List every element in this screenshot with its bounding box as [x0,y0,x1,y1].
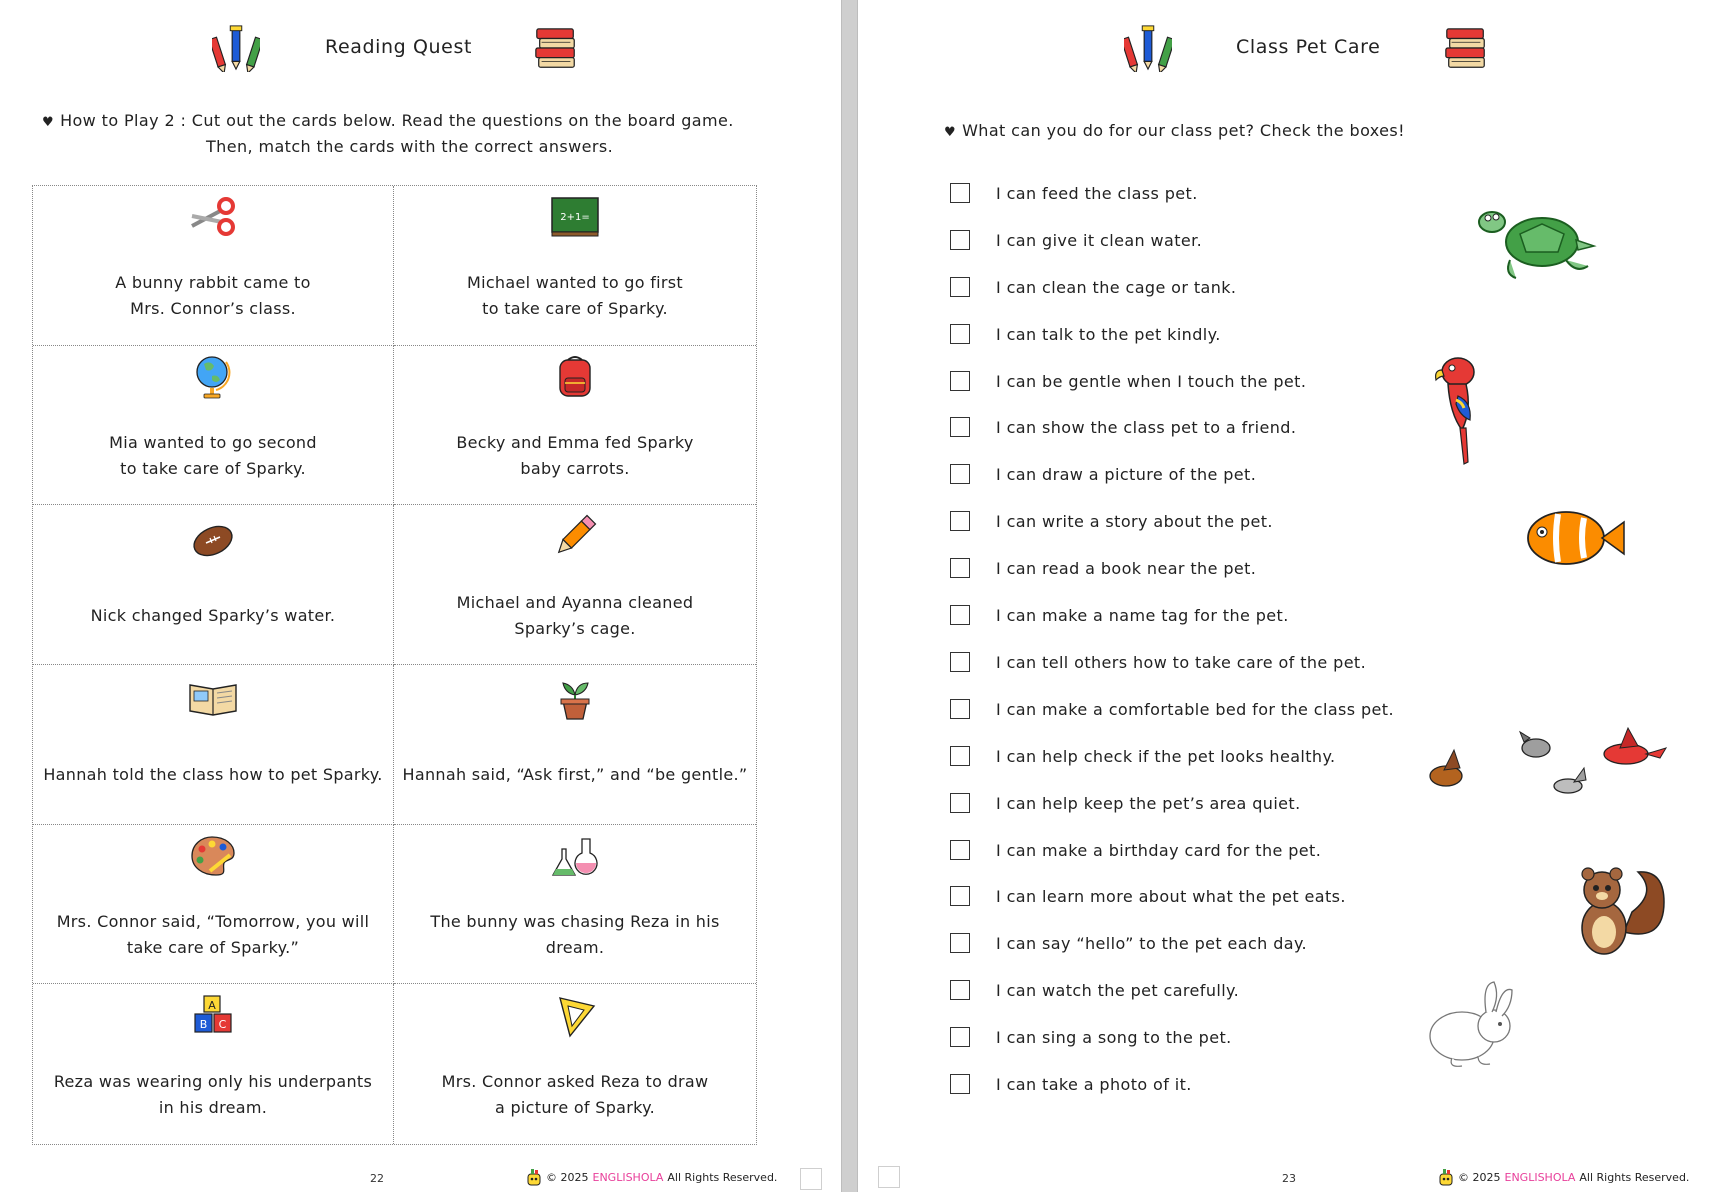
pencils-icon [1124,22,1172,72]
card-text: A bunny rabbit came to Mrs. Connor’s class. [115,273,311,319]
copyright-footer: © 2025 ENGLISHOLA All Rights Reserved. [526,1168,777,1186]
pencil-icon [548,511,602,561]
cut-out-card-grid [32,185,757,1145]
checklist-item: I can write a story about the pet. [950,508,1273,534]
checkbox[interactable] [950,417,970,437]
birds-icon [1424,724,1670,804]
checklist-item: I can feed the class pet. [950,180,1198,206]
svg-text:B: B [199,1018,208,1032]
paint-palette-icon [186,831,240,881]
card [33,186,394,346]
checkbox[interactable] [950,933,970,953]
checkbox[interactable] [950,699,970,719]
card-text: Becky and Emma fed Sparky baby carrots. [456,432,694,478]
plant-pot-icon [548,671,602,721]
card [394,984,756,1144]
instruction-line-1: ♥ How to Play 2 : Cut out the cards below. Read the questions on the board game. [42,111,734,130]
checkbox[interactable] [950,1027,970,1047]
lab-flasks-icon [548,831,602,881]
checkbox[interactable] [950,840,970,860]
chipmunk-icon [1564,862,1670,960]
abc-blocks-icon [186,990,240,1040]
globe-icon [186,352,240,402]
card [33,665,394,825]
svg-text:A: A [208,999,216,1013]
chalkboard-icon [548,192,602,242]
rabbit-outline-icon [1422,980,1518,1070]
checklist-item: I can learn more about what the pet eats. [950,883,1346,909]
checklist-item: I can make a birthday card for the pet. [950,837,1321,863]
checkbox[interactable] [950,230,970,250]
checkbox[interactable] [950,464,970,484]
checkbox[interactable] [950,1074,970,1094]
checkbox[interactable] [950,371,970,391]
checkbox[interactable] [950,886,970,906]
checklist-item: I can watch the pet carefully. [950,977,1239,1003]
books-icon [1442,24,1490,74]
clownfish-icon [1518,502,1628,574]
crop-mark [800,1168,822,1190]
checklist-item: I can read a book near the pet. [950,555,1256,581]
checkbox[interactable] [950,652,970,672]
checklist-item: I can give it clean water. [950,227,1202,253]
checklist-item: I can tell others how to take care of the pet. [950,649,1366,675]
mascot-logo-icon [1438,1168,1454,1186]
page-number: 23 [1282,1172,1296,1185]
card-text: Mrs. Connor asked Reza to draw a picture of Sparky. [441,1072,709,1118]
svg-text:C: C [218,1018,227,1032]
checkbox[interactable] [950,746,970,766]
checklist-item: I can help keep the pet’s area quiet. [950,790,1301,816]
checklist-item: I can be gentle when I touch the pet. [950,368,1306,394]
card-text: Michael and Ayanna cleaned Sparky’s cage. [456,592,694,638]
checkbox[interactable] [950,511,970,531]
card-text: Michael wanted to go first to take care of Sparky. [466,273,683,319]
checkbox[interactable] [950,793,970,813]
pencils-icon [212,22,260,72]
heart-icon: ♥ [944,125,957,140]
checklist-item: I can make a name tag for the pet. [950,602,1289,628]
page-number: 22 [370,1172,384,1185]
left-page [0,0,841,1192]
instruction-line-2: Then, match the cards with the correct answers. [206,137,614,156]
card-text: Reza was wearing only his underpants in his dream. [53,1072,373,1118]
right-page [858,0,1717,1192]
backpack-icon [548,352,602,402]
instruction: ♥ What can you do for our class pet? Check the boxes! [944,121,1405,140]
card-text: Hannah said, “Ask first,” and “be gentle.” [402,765,748,785]
crop-mark [878,1166,900,1188]
checkbox[interactable] [950,980,970,1000]
checklist-item: I can make a comfortable bed for the class pet. [950,696,1394,722]
card [33,505,394,665]
turtle-icon [1470,200,1600,286]
checkbox[interactable] [950,324,970,344]
page-title: Class Pet Care [1236,36,1381,58]
card-text: Hannah told the class how to pet Sparky. [43,765,383,785]
card [394,186,756,346]
open-book-icon [186,671,240,721]
card-text: Mrs. Connor said, “Tomorrow, you will take care of Sparky.” [56,911,370,957]
parrot-icon [1424,352,1494,468]
card [394,665,756,825]
checkbox[interactable] [950,277,970,297]
page-title: Reading Quest [325,36,472,58]
card [394,346,756,506]
checklist-item: I can take a photo of it. [950,1071,1192,1097]
checklist-item: I can help check if the pet looks healthy. [950,743,1336,769]
checkbox[interactable] [950,558,970,578]
page-gutter [841,0,858,1192]
card [33,825,394,985]
svg-text:2+1=: 2+1= [560,212,590,223]
card-text: Mia wanted to go second to take care of Sparky. [109,432,317,478]
card-text: The bunny was chasing Reza in his dream. [430,911,720,957]
checklist-item: I can talk to the pet kindly. [950,321,1221,347]
set-square-icon [548,990,602,1040]
books-icon [532,24,580,74]
heart-icon: ♥ [42,115,55,130]
card-text: Nick changed Sparky’s water. [90,605,336,625]
checkbox[interactable] [950,605,970,625]
football-icon [186,511,240,561]
card [33,984,394,1144]
checklist-item: I can draw a picture of the pet. [950,461,1256,487]
card [394,505,756,665]
checklist-item: I can say “hello” to the pet each day. [950,930,1307,956]
card [33,346,394,506]
mascot-logo-icon [526,1168,542,1186]
checklist-item: I can clean the cage or tank. [950,274,1236,300]
copyright-footer: © 2025 ENGLISHOLA All Rights Reserved. [1438,1168,1689,1186]
checklist-item: I can sing a song to the pet. [950,1024,1232,1050]
card [394,825,756,985]
checkbox[interactable] [950,183,970,203]
checklist-item: I can show the class pet to a friend. [950,414,1296,440]
scissors-icon [186,192,240,242]
